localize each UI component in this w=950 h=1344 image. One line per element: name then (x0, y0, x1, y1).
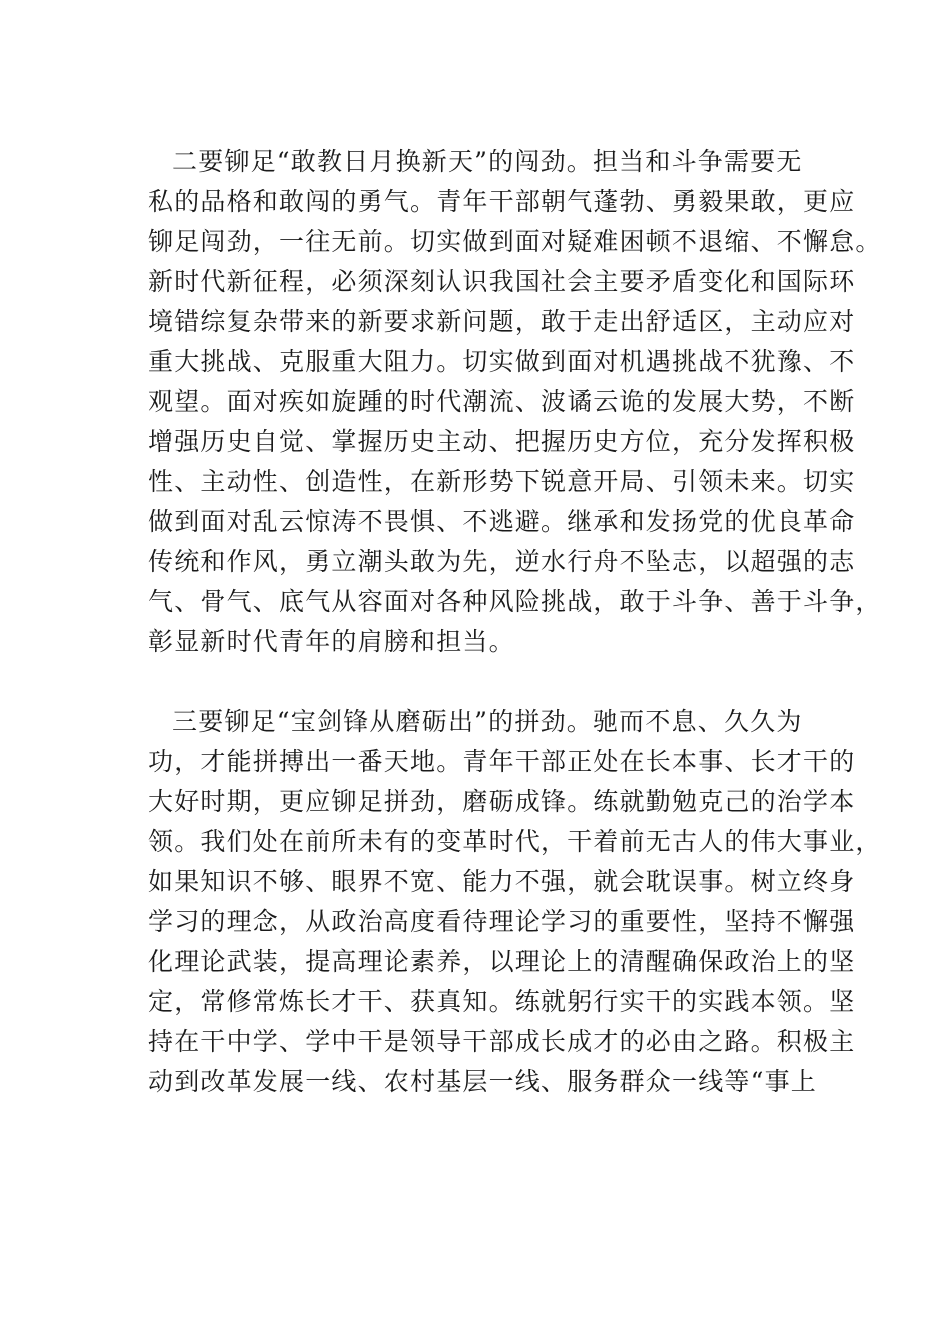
paragraph-line: 化理论武装，提高理论素养，以理论上的清醒确保政治上的坚 (148, 947, 856, 976)
paragraph-line: 定，常修常炼长才干、获真知。练就躬行实干的实践本领。坚 (148, 987, 856, 1016)
paragraph-line: 重大挑战、克服重大阻力。切实做到面对机遇挑战不犹豫、不 (148, 347, 856, 376)
paragraph-line: 做到面对乱云惊涛不畏惧、不逃避。继承和发扬党的优良革命 (148, 507, 856, 536)
paragraph-line: 领。我们处在前所未有的变革时代，干着前无古人的伟大事业， (148, 827, 882, 856)
paragraph-line: 动到改革发展一线、农村基层一线、服务群众一线等“事上 (148, 1067, 817, 1096)
paragraph-line: 彰显新时代青年的肩膀和担当。 (148, 627, 515, 656)
paragraph-line: 功，才能拼搏出一番天地。青年干部正处在长本事、长才干的 (148, 747, 856, 776)
paragraph-line: 私的品格和敢闯的勇气。青年干部朝气蓬勃、勇毅果敢，更应 (148, 187, 856, 216)
paragraph-1 (148, 142, 882, 662)
paragraph-line: 三要铆足“宝剑锋从磨砺出”的拼劲。驰而不息、久久为 (172, 707, 803, 736)
paragraph-line: 境错综复杂带来的新要求新问题，敢于走出舒适区，主动应对 (148, 307, 856, 336)
paragraph-line: 学习的理念，从政治高度看待理论学习的重要性，坚持不懈强 (148, 907, 856, 936)
paragraph-line: 新时代新征程，必须深刻认识我国社会主要矛盾变化和国际环 (148, 267, 856, 296)
paragraph-line: 大好时期，更应铆足拼劲，磨砺成锋。练就勤勉克己的治学本 (148, 787, 856, 816)
paragraph-line: 观望。面对疾如旋踵的时代潮流、波谲云诡的发展大势，不断 (148, 387, 856, 416)
paragraph-line: 气、骨气、底气从容面对各种风险挑战，敢于斗争、善于斗争， (148, 587, 882, 616)
paragraph-line: 传统和作风，勇立潮头敢为先，逆水行舟不坠志，以超强的志 (148, 547, 856, 576)
paragraph-line: 性、主动性、创造性，在新形势下锐意开局、引领未来。切实 (148, 467, 856, 496)
paragraph-line: 如果知识不够、眼界不宽、能力不强，就会耽误事。树立终身 (148, 867, 856, 896)
paragraph-2 (148, 702, 882, 1102)
paragraph-line: 二要铆足“敢教日月换新天”的闯劲。担当和斗争需要无 (172, 147, 803, 176)
paragraph-line: 铆足闯劲，一往无前。切实做到面对疑难困顿不退缩、不懈怠。 (148, 227, 882, 256)
paragraph-line: 增强历史自觉、掌握历史主动、把握历史方位，充分发挥积极 (148, 427, 856, 456)
paragraph-line: 持在干中学、学中干是领导干部成长成才的必由之路。积极主 (148, 1027, 856, 1056)
